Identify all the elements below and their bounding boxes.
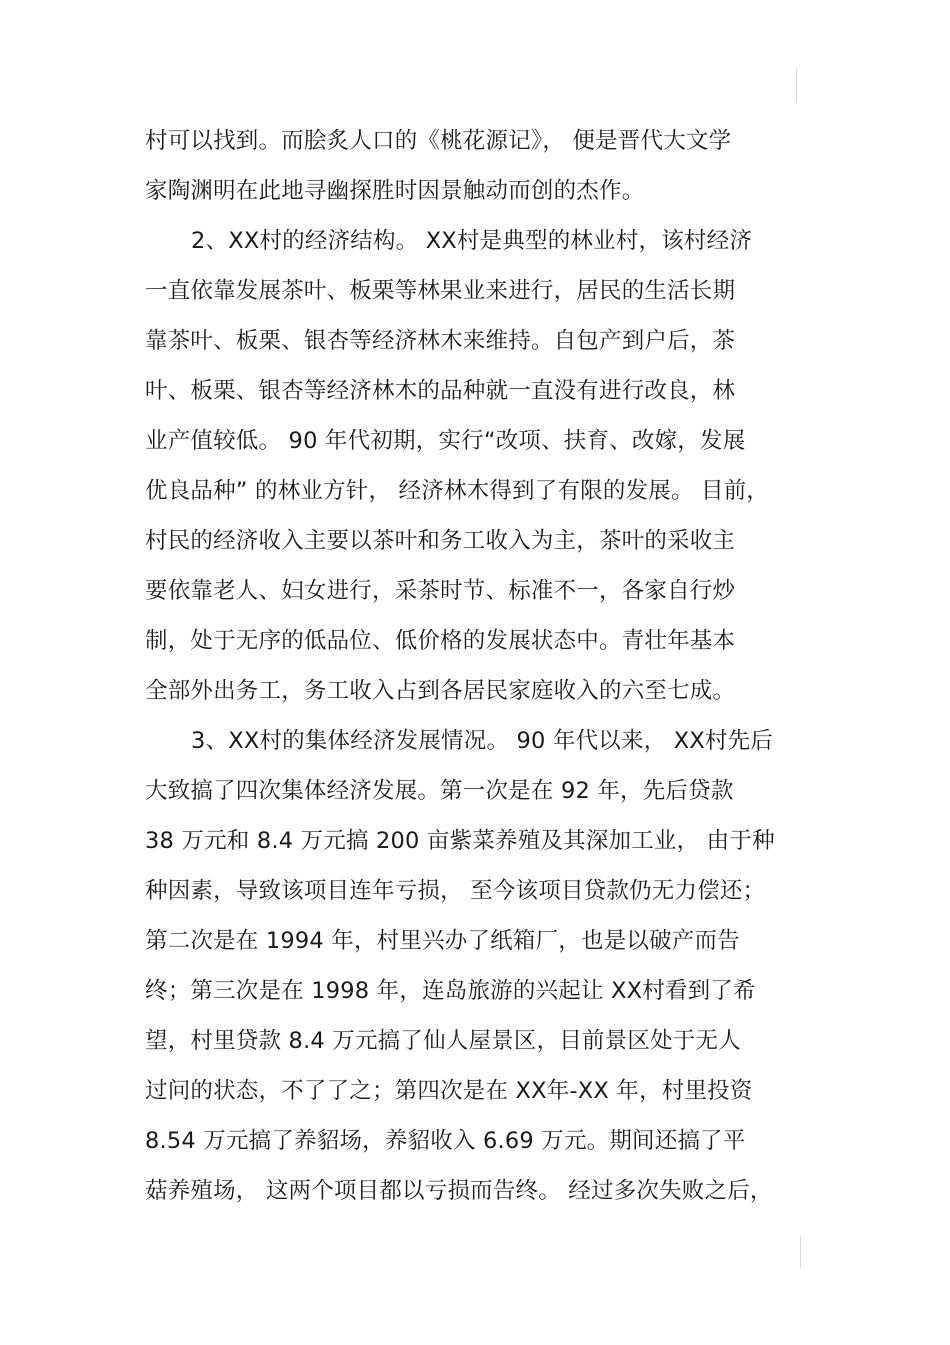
page-edge-mark-top: [796, 68, 797, 102]
text-line: 过问的状态，不了了之；第四次是在 XX年-XX 年，村里投资: [145, 1078, 753, 1104]
text-line: 靠茶叶、板栗、银杏等经济林木来维持。自包产到户后，茶: [145, 328, 736, 354]
text-line: 种因素，导致该项目连年亏损， 至今该项目贷款仍无力偿还；: [145, 878, 766, 904]
text-line: 第二次是在 1994 年，村里兴办了纸箱厂，也是以破产而告: [145, 928, 740, 954]
text-line: 大致搞了四次集体经济发展。第一次是在 92 年，先后贷款: [145, 778, 734, 804]
text-line: 优良品种” 的林业方针， 经济林木得到了有限的发展。 目前，: [145, 478, 770, 504]
text-line: 38 万元和 8.4 万元搞 200 亩紫菜养殖及其深加工业， 由于种: [145, 828, 775, 854]
text-line: 菇养殖场， 这两个项目都以亏损而告终。 经过多次失败之后，: [145, 1178, 773, 1204]
page-edge-mark-bottom: [800, 1236, 801, 1268]
text-line: 3、XX村的集体经济发展情况。 90 年代以来， XX村先后: [191, 728, 774, 754]
body-text: [145, 116, 825, 1216]
text-line: 村可以找到。而脍炙人口的《桃花源记》， 便是晋代大文学: [145, 128, 732, 154]
text-line: 全部外出务工，务工收入占到各居民家庭收入的六至七成。: [145, 678, 736, 704]
text-line: 家陶渊明在此地寻幽探胜时因景触动而创的杰作。: [145, 178, 645, 204]
text-line: 终；第三次是在 1998 年，连岛旅游的兴起让 XX村看到了希: [145, 978, 756, 1004]
text-line: 要依靠老人、妇女进行，采茶时节、标准不一，各家自行炒: [145, 578, 736, 604]
text-line: 村民的经济收入主要以茶叶和务工收入为主，茶叶的采收主: [145, 528, 736, 554]
text-line: 望，村里贷款 8.4 万元搞了仙人屋景区，目前景区处于无人: [145, 1028, 741, 1054]
text-line: 业产值较低。 90 年代初期，实行“改项、扶育、改嫁，发展: [145, 428, 746, 454]
text-line: 8.54 万元搞了养貂场，养貂收入 6.69 万元。期间还搞了平: [145, 1128, 746, 1154]
text-line: 制，处于无序的低品位、低价格的发展状态中。青壮年基本: [145, 628, 736, 654]
text-line: 叶、板栗、银杏等经济林木的品种就一直没有进行改良，林: [145, 378, 736, 404]
text-line: 一直依靠发展茶叶、板栗等林果业来进行，居民的生活长期: [145, 278, 736, 304]
text-line: 2、XX村的经济结构。 XX村是典型的林业村，该村经济: [191, 228, 753, 254]
